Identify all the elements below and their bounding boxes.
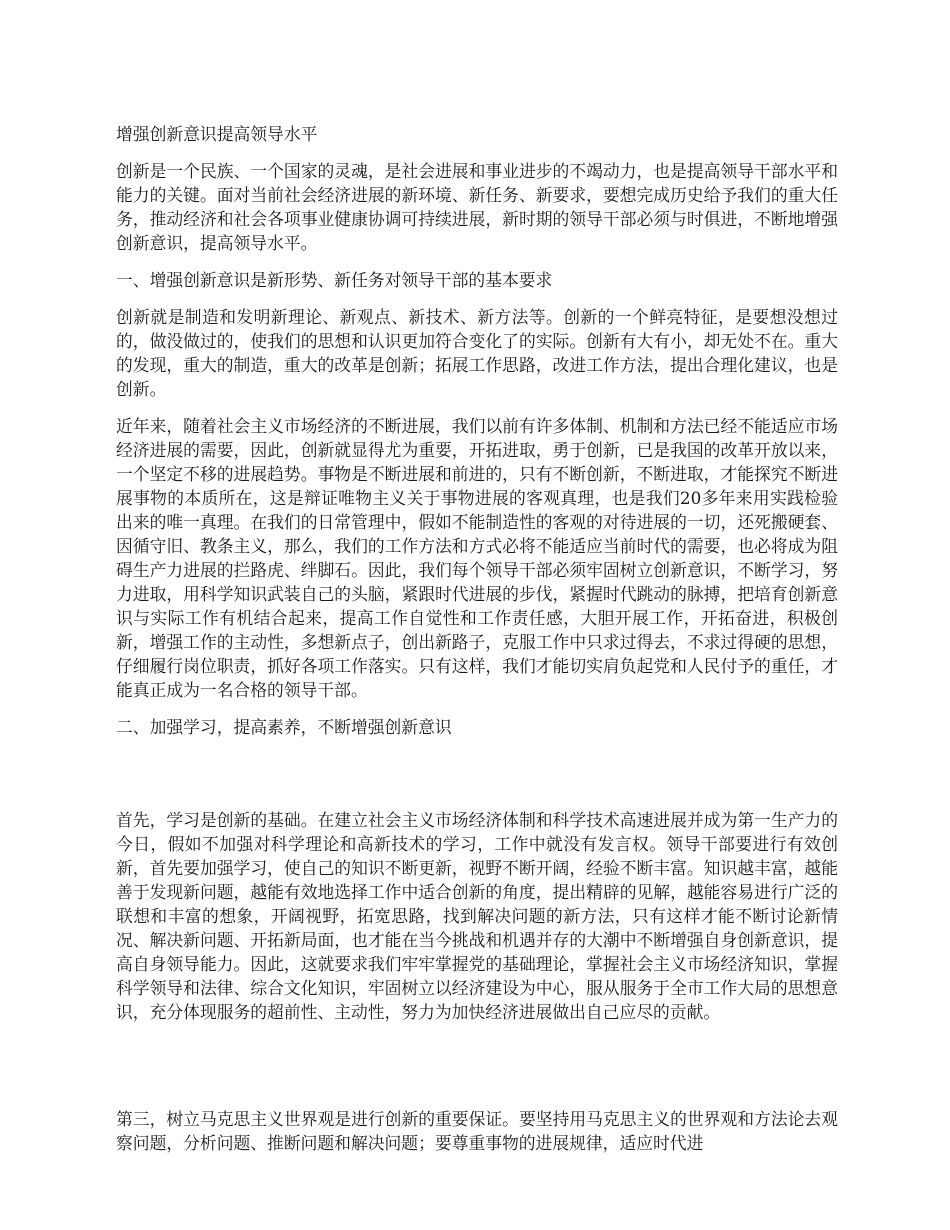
section-2-heading: 二、加强学习，提高素养，不断增强创新意识: [116, 717, 452, 737]
section-1-heading: 一、增强创新意识是新形势、新任务对领导干部的基本要求: [116, 270, 553, 290]
intro-paragraph: 创新是一个民族、一个国家的灵魂，是社会进展和事业进步的不竭动力，也是提高领导干部水平和能力的关键。面对当前社会经济进展的新环境、新任务、新要求，要想完成历史给予我们的重大任务，推动经济和社会各项事业健康协调可持续进展，新时期的领导干部必须与时俱进，不断地增强创新意识，提高领导水平。: [116, 161, 838, 253]
blank-gap: [116, 752, 838, 808]
document-body: [116, 122, 838, 1168]
section-1-paragraph-1: 创新就是制造和发明新理论、新观点、新技术、新方法等。创新的一个鲜亮特征，是要想没想过的，做没做过的，使我们的思想和认识更加符合变化了的实际。创新有大有小，却无处不在。重大的发现，重大的制造，重大的改革是创新；拓展工作思路，改进工作方法，提出合理化建议，也是创新。: [116, 307, 838, 399]
document-title: 增强创新意识提高领导水平: [116, 124, 318, 144]
section-1-paragraph-2: 近年来，随着社会主义市场经济的不断进展，我们以前有许多体制、机制和方法已经不能适应市场经济进展的需要，因此，创新就显得尤为重要，开拓进取，勇于创新，已是我国的改革开放以来，一个坚定不移的进展趋势。事物是不断进展和前进的，只有不断创新，不断进取，才能探究不断进展事物的本质所在，这是辩证唯物主义关于事物进展的客观真理，也是我们20多年来用实践检验出来的唯一真理。在我们的日常管理中，假如不能制造性的客观的对待进展的一切，还死搬硬套、因循守旧、教条主义，那么，我们的工作方法和方式必将不能适应当前时代的需要，也必将成为阻碍生产力进展的拦路虎、绊脚石。因此，我们每个领导干部必须牢固树立创新意识，不断学习，努力进取，用科学知识武装自己的头脑，紧跟时代进展的步伐，紧握时代跳动的脉搏，把培育创新意识与实际工作有机结合起来，提高工作自觉性和工作责任感，大胆开展工作，开拓奋进，积极创新，增强工作的主动性，多想新点子，创出新路子，克服工作中只求过得去，不求过得硬的思想，仔细履行岗位职责，抓好各项工作落实。只有这样，我们才能切实肩负起党和人民付予的重任，才能真正成为一名合格的领导干部。: [116, 416, 838, 700]
blank-gap: [116, 1037, 838, 1107]
section-2-paragraph-3: 第三，树立马克思主义世界观是进行创新的重要保证。要坚持用马克思主义的世界观和方法论去观察问题，分析问题、推断问题和解决问题；要尊重事物的进展规律，适应时代进: [116, 1109, 838, 1153]
section-2-paragraph-1: 首先，学习是创新的基础。在建立社会主义市场经济体制和科学技术高速进展并成为第一生产力的今日，假如不加强对科学理论和高新技术的学习，工作中就没有发言权。领导干部要进行有效创新，首先要加强学习，使自己的知识不断更新，视野不断开阔，经验不断丰富。知识越丰富，越能善于发现新问题，越能有效地选择工作中适合创新的角度，提出精辟的见解，越能容易进行广泛的联想和丰富的想象，开阔视野，拓宽思路，找到解决问题的新方法，只有这样才能不断讨论新情况、解决新问题、开拓新局面，也才能在当今挑战和机遇并存的大潮中不断增强自身创新意识，提高自身领导能力。因此，这就要求我们牢牢掌握党的基础理论，掌握社会主义市场经济知识，掌握科学领导和法律、综合文化知识，牢固树立以经济建设为中心，服从服务于全市工作大局的思想意识，充分体现服务的超前性、主动性，努力为加快经济进展做出自己应尽的贡献。: [116, 810, 838, 1022]
